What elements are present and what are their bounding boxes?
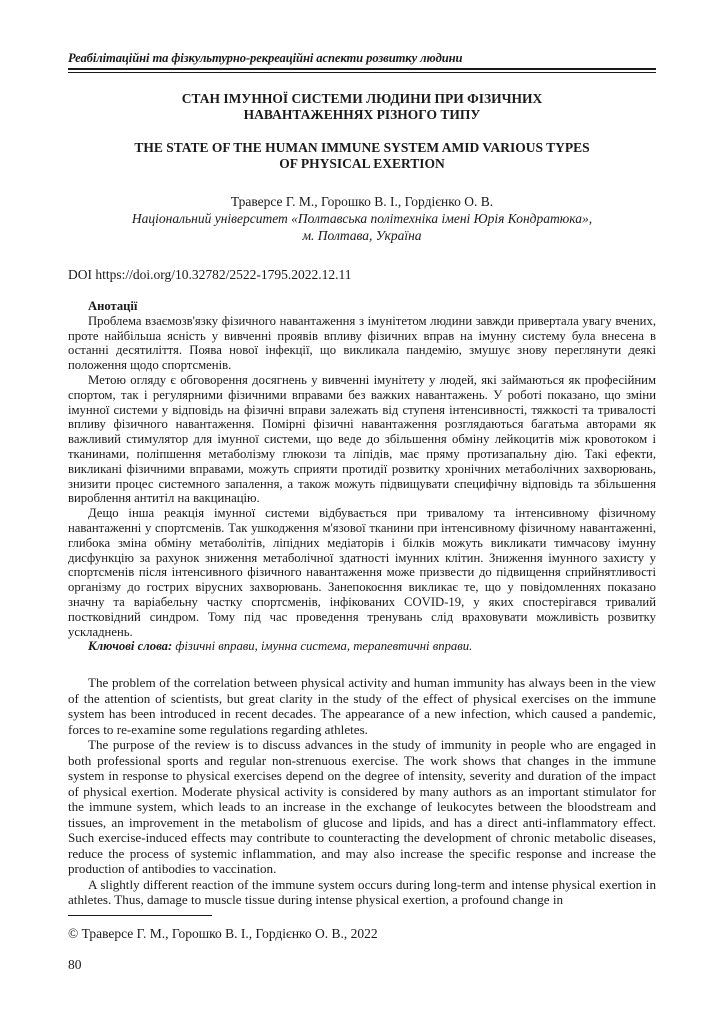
doi-link[interactable]: DOI https://doi.org/10.32782/2522-1795.2022.12.11 — [68, 267, 352, 282]
running-head: Реабілітаційні та фізкультурно-рекреаційні аспекти розвитку людини — [68, 51, 463, 65]
title-ukrainian — [68, 91, 656, 123]
abstract-uk-paragraph: Проблема взаємозв'язку фізичного навантаження з імунітетом людини завжди привертала увагу вчених, проте найбільша ясність у вивченні проявів впливу фізичних вправ на імунну систему була внесена в останні десятиліття. Поява нової інфекції, що викликала пандемію, змушує знову переглянути деякі положення щодо спортсменів. — [68, 313, 656, 373]
keywords-text: фізичні вправи, імунна система, терапевтичні вправи. — [175, 639, 473, 654]
abstract-en-paragraph: The problem of the correlation between physical activity and human immunity has always been in the view of the attention of scientists, but great clarity in the study of the effect of physical exercises on the immune system has been introduced in recent decades. The appearance of a new infection, which caused a pandemic, forces to re-examine some regulations regarding athletes. — [68, 675, 656, 737]
title-english-line-1: THE STATE OF THE HUMAN IMMUNE SYSTEM AMID VARIOUS TYPES — [134, 140, 590, 155]
affiliation — [68, 210, 656, 244]
keywords-label: Ключові слова: — [88, 639, 173, 654]
abstract-heading: Анотації — [88, 299, 138, 313]
header-rule-thin — [68, 72, 656, 73]
title-ukrainian-line-1: СТАН ІМУННОЇ СИСТЕМИ ЛЮДИНИ ПРИ ФІЗИЧНИХ — [181, 91, 543, 106]
copyright-notice: © Траверсе Г. М., Горошко В. І., Гордієнко О. В., 2022 — [68, 926, 378, 941]
footnote-rule — [68, 915, 212, 916]
title-english — [68, 140, 656, 172]
keywords — [68, 639, 656, 654]
affiliation-line-1: Національний університет «Полтавська політехніка імені Юрія Кондратюка», — [131, 211, 593, 226]
title-ukrainian-line-2: НАВАНТАЖЕННЯХ РІЗНОГО ТИПУ — [243, 107, 481, 122]
abstract-en-paragraph: A slightly different reaction of the immune system occurs during long-term and intense physical exertion in athletes. Thus, damage to muscle tissue during intense physical exertion, a profound change in — [68, 876, 656, 908]
abstract-uk-paragraph: Дещо інша реакція імунної системи відбувається при тривалому та інтенсивному фізичному навантаженні у спортсменів. Так ушкодження м'язової тканини при інтенсивному фізичному навантаженні, глибока зміна обміну метаболітів, ліпідних медіаторів і білків можуть викликати тимчасову імунну дисфункцію за рахунок зниження метаболічної здатності імунних клітин. Зниження імунного захисту у спортсменів після інтенсивного фізичного навантаження може призвести до підвищення сприйнятливості організму до гострих вірусних захворювань. Занепокоєння викликає те, що у повідомленнях показано значну та варіабельну частку спортсменів, інфікованих COVID-19, у яких спостерігався тривалий постковідний синдром. Тому під час проведення тренувань слід враховувати можливість розвитку ускладнень. — [68, 506, 656, 639]
abstract-uk-paragraph: Метою огляду є обговорення досягнень у вивченні імунітету у людей, які займаються як професійним спортом, так і регулярними фізичними вправами без важких навантажень. У роботі показано, що зміни імунної системи у відповідь на фізичні вправи залежать від ступеня інтенсивності, тяжкості та тривалості впливу фізичного навантаження. Помірні фізичні навантаження розглядаються багатьма авторами як важливий стимулятор для імунної системи, що веде до збільшення обміну лейкоцитів між кровотоком і тканинами, поліпшення метаболізму глюкози та ліпідів, має пряму протизапальну дію. Такі ефекти, викликані фізичними вправами, можуть сприяти протидії розвитку хронічних метаболічних захворювань, знизити процес системного запалення, а також можуть підвищувати специфічну відповідь та збільшення вироблення антитіл на вакцинацію. — [68, 372, 656, 506]
header-rule-thick — [68, 68, 656, 70]
page-number: 80 — [68, 957, 82, 972]
abstract-english — [68, 675, 656, 908]
article-page — [68, 50, 656, 908]
abstract-en-paragraph: The purpose of the review is to discuss advances in the study of immunity in people who are engaged in both professional sports and regular non-strenuous exercise. The work shows that changes in the immune system in response to physical exercises depend on the degree of intensity, severity and duration of the impact of physical exertion. Moderate physical activity is considered by many authors as an important stimulator for the immune system, which leads to an increase in the exchange of leukocytes between the bloodstream and tissues, an improvement in the metabolism of glucose and lipids, and has a direct anti-inflammatory effect. Such exercise-induced effects may contribute to counteracting the development of chronic metabolic diseases, reduce the process of systemic inflammation, and may also increase the specific response and increase the production of antibodies to vaccination. — [68, 737, 656, 877]
abstract-ukrainian — [68, 314, 656, 640]
affiliation-line-2: м. Полтава, Україна — [302, 228, 422, 243]
title-english-line-2: OF PHYSICAL EXERTION — [279, 156, 445, 171]
authors: Траверсе Г. М., Горошко В. І., Гордієнко О. В. — [230, 194, 494, 209]
